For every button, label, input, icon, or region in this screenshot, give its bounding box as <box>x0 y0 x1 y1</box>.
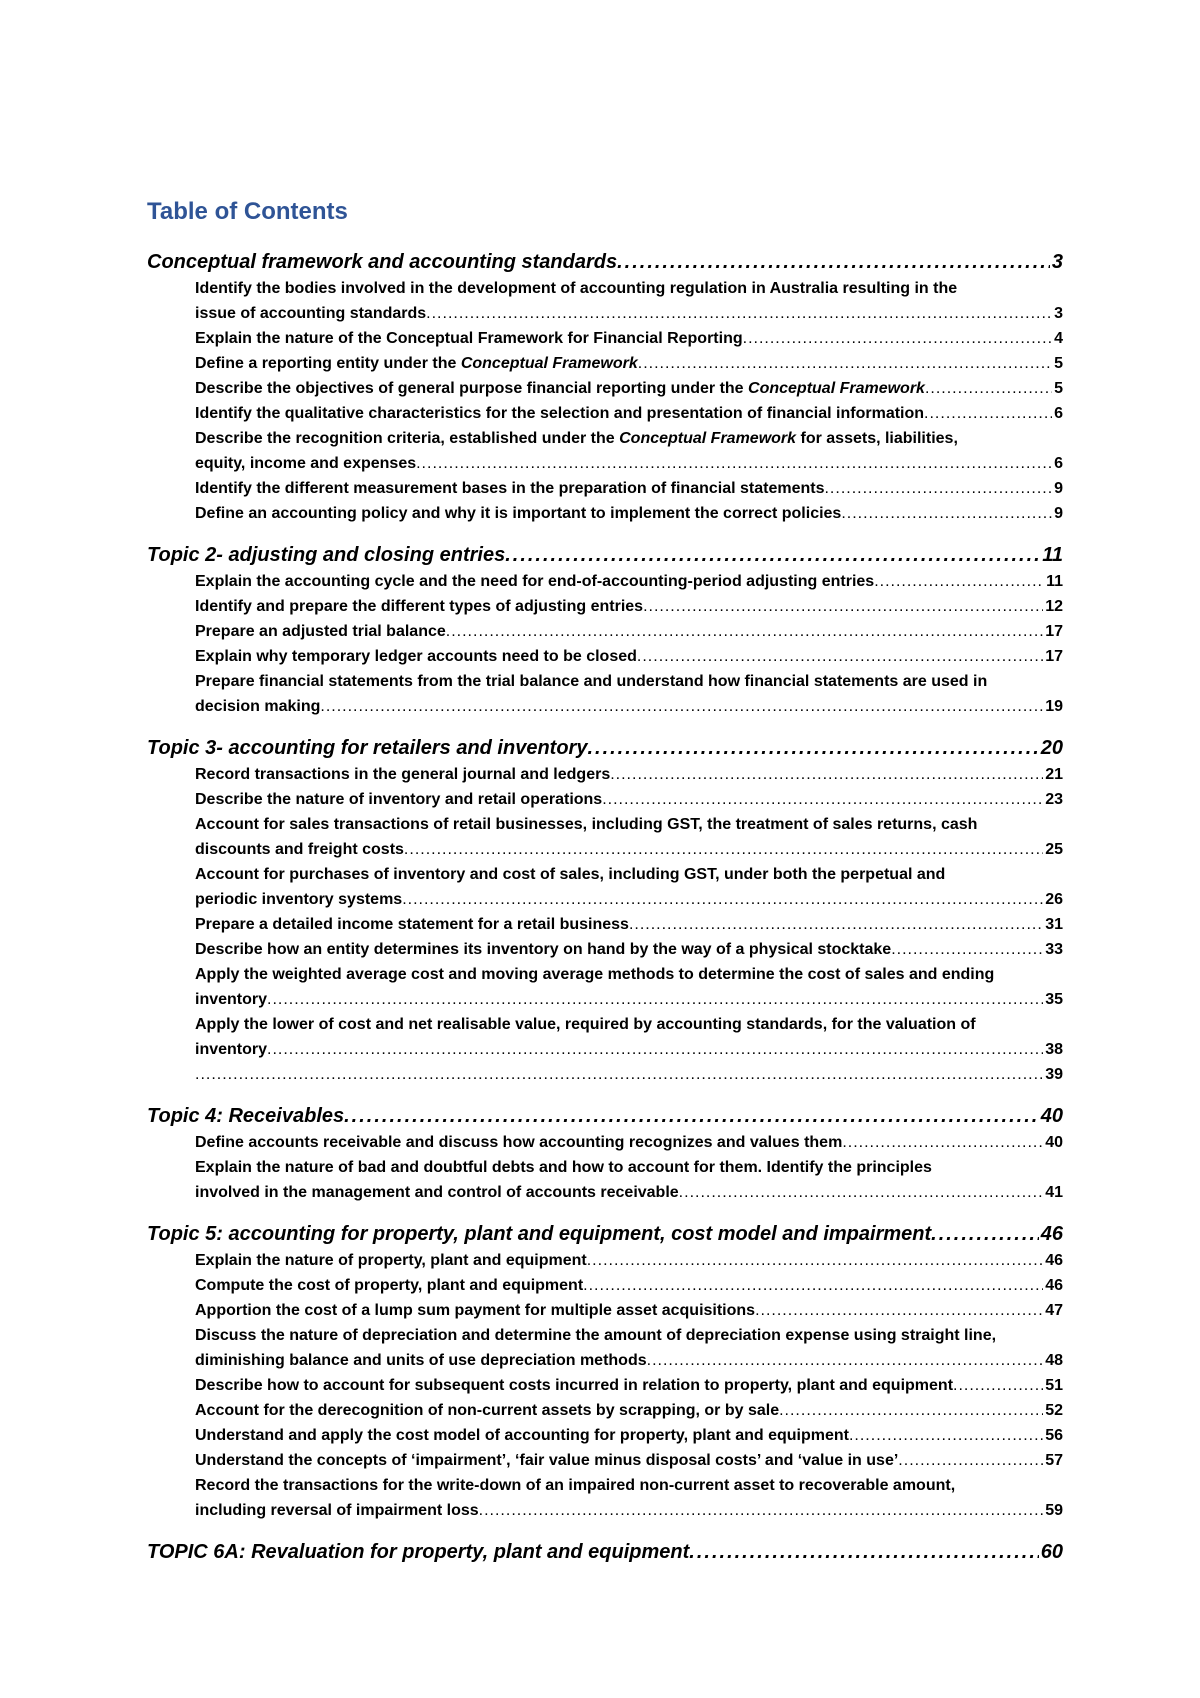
entry-text: periodic inventory systems <box>195 891 403 908</box>
toc-entry[interactable] <box>147 276 1063 326</box>
entry-text-wrap <box>195 351 638 376</box>
entry-text: for assets, liabilities, <box>796 430 958 447</box>
entry-page-number: 48 <box>1045 1352 1063 1369</box>
dot-leader <box>638 351 1052 376</box>
toc-section-heading[interactable] <box>147 1538 1063 1566</box>
entry-leader-line <box>195 1423 1063 1448</box>
entry-page-number: 17 <box>1045 623 1063 640</box>
entry-page-number: 33 <box>1045 941 1063 958</box>
entry-text-line: Discuss the nature of depreciation and determine the amount of depreciation expense using straight line, <box>195 1327 997 1344</box>
entry-page-number: 9 <box>1054 480 1063 497</box>
toc-entry[interactable] <box>147 1448 1063 1473</box>
entry-leader-line <box>195 1062 1063 1087</box>
entry-text-line <box>195 426 1063 451</box>
dot-leader <box>195 1062 1043 1087</box>
section-page-number: 11 <box>1042 544 1063 566</box>
dot-leader <box>629 912 1043 937</box>
toc-entry[interactable] <box>147 594 1063 619</box>
dot-leader <box>416 451 1052 476</box>
entry-page-number: 40 <box>1045 1134 1063 1151</box>
entry-italic-text: Conceptual Framework <box>460 355 638 372</box>
entry-page-number: 38 <box>1045 1041 1063 1058</box>
dot-leader <box>743 326 1052 351</box>
toc-section <box>147 734 1063 1087</box>
entry-text: including reversal of impairment loss <box>195 1502 479 1519</box>
entry-text: Understand and apply the cost model of accounting for property, plant and equipment <box>195 1427 849 1444</box>
entry-leader-line <box>195 1398 1063 1423</box>
toc-entry[interactable] <box>147 1323 1063 1373</box>
entry-text: Compute the cost of property, plant and equipment <box>195 1277 584 1294</box>
dot-leader <box>849 1423 1043 1448</box>
entry-page-number: 4 <box>1054 330 1063 347</box>
entry-text: Define a reporting entity under the <box>195 355 461 372</box>
entry-page-number: 31 <box>1045 916 1063 933</box>
table-of-contents <box>147 196 1063 1566</box>
dot-leader <box>679 1180 1044 1205</box>
section-title: Topic 4: Receivables <box>147 1105 345 1127</box>
dot-leader <box>344 1102 1039 1130</box>
toc-entry[interactable] <box>147 1373 1063 1398</box>
entry-leader-line <box>195 694 1063 719</box>
dot-leader <box>446 619 1043 644</box>
entry-text: issue of accounting standards <box>195 305 427 322</box>
section-title: Topic 2- adjusting and closing entries <box>147 544 506 566</box>
toc-entry[interactable] <box>147 401 1063 426</box>
dot-leader <box>479 1498 1044 1523</box>
toc-entry[interactable] <box>147 351 1063 376</box>
dot-leader <box>505 541 1040 569</box>
entry-text: Apportion the cost of a lump sum payment for multiple asset acquisitions <box>195 1302 756 1319</box>
dot-leader <box>637 644 1043 669</box>
toc-entry[interactable] <box>147 569 1063 594</box>
entry-leader-line <box>195 1448 1063 1473</box>
toc-entry[interactable] <box>147 787 1063 812</box>
entry-page-number: 11 <box>1046 573 1063 590</box>
entry-text: diminishing balance and units of use depreciation methods <box>195 1352 647 1369</box>
dot-leader <box>404 837 1043 862</box>
entry-page-number: 46 <box>1045 1277 1063 1294</box>
toc-entry[interactable] <box>147 476 1063 501</box>
entry-text: Describe how to account for subsequent costs incurred in relation to property, plant and equipment <box>195 1377 954 1394</box>
toc-heading: Table of Contents <box>147 198 348 225</box>
entry-leader-line <box>195 451 1063 476</box>
entry-page-number: 41 <box>1045 1184 1063 1201</box>
section-title: Conceptual framework and accounting standards <box>147 251 618 273</box>
entry-text: Explain why temporary ledger accounts need to be closed <box>195 648 637 665</box>
entry-text: Identify the qualitative characteristics for the selection and presentation of financial information <box>195 405 925 422</box>
entry-page-number: 26 <box>1045 891 1063 908</box>
entry-text-line: Prepare financial statements from the trial balance and understand how financial statements are used in <box>195 673 988 690</box>
entry-leader-line <box>195 1373 1063 1398</box>
dot-leader <box>587 734 1038 762</box>
entry-page-number: 59 <box>1045 1502 1063 1519</box>
toc-section <box>147 1102 1063 1205</box>
entry-leader-line <box>195 644 1063 669</box>
entry-page-number: 12 <box>1045 598 1063 615</box>
dot-leader <box>602 787 1043 812</box>
toc-section-heading[interactable] <box>147 541 1063 569</box>
toc-entry[interactable] <box>147 1062 1063 1087</box>
section-page-number: 46 <box>1040 1223 1063 1245</box>
toc-entry[interactable] <box>147 1273 1063 1298</box>
section-page-number: 40 <box>1040 1105 1063 1127</box>
dot-leader <box>931 1220 1039 1248</box>
entry-page-number: 57 <box>1045 1452 1063 1469</box>
section-page-number: 3 <box>1051 251 1063 273</box>
toc-body <box>147 248 1063 1566</box>
dot-leader <box>953 1373 1043 1398</box>
toc-section <box>147 541 1063 719</box>
toc-entry[interactable] <box>147 1130 1063 1155</box>
toc-section-heading[interactable] <box>147 734 1063 762</box>
entry-text: discounts and freight costs <box>195 841 404 858</box>
entry-page-number: 9 <box>1054 505 1063 522</box>
toc-entry[interactable] <box>147 501 1063 526</box>
toc-entry[interactable] <box>147 762 1063 787</box>
entry-text: Understand the concepts of ‘impairment’, ‘fair value minus disposal costs’ and ‘value in use’ <box>195 1452 899 1469</box>
toc-entry[interactable] <box>147 1398 1063 1423</box>
toc-entry[interactable] <box>147 1298 1063 1323</box>
entry-leader-line <box>195 762 1063 787</box>
toc-entry[interactable] <box>147 619 1063 644</box>
dot-leader <box>689 1538 1038 1566</box>
dot-leader <box>267 987 1043 1012</box>
entry-text-wrap <box>195 376 925 401</box>
section-title: TOPIC 6A: Revaluation for property, plant and equipment <box>147 1541 690 1563</box>
entry-page-number: 47 <box>1045 1302 1063 1319</box>
toc-section-heading[interactable] <box>147 248 1063 276</box>
entry-page-number: 39 <box>1045 1066 1063 1083</box>
entry-text-line: Account for purchases of inventory and cost of sales, including GST, under both the perpetual and <box>195 866 946 883</box>
dot-leader <box>779 1398 1043 1423</box>
entry-leader-line <box>195 501 1063 526</box>
toc-section <box>147 1220 1063 1523</box>
entry-leader-line <box>195 912 1063 937</box>
entry-leader-line <box>195 376 1063 401</box>
entry-text: Explain the accounting cycle and the need for end-of-accounting-period adjusting entries <box>195 573 875 590</box>
toc-entry[interactable] <box>147 1248 1063 1273</box>
entry-italic-text: Conceptual Framework <box>748 380 925 397</box>
dot-leader <box>320 694 1043 719</box>
entry-text-line: Record the transactions for the write-down of an impaired non-current asset to recoverable amount, <box>195 1477 956 1494</box>
entry-leader-line <box>195 1298 1063 1323</box>
entry-page-number: 19 <box>1045 698 1063 715</box>
entry-text-line: Explain the nature of bad and doubtful debts and how to account for them. Identify the principles <box>195 1159 932 1176</box>
toc-entry[interactable] <box>147 812 1063 862</box>
entry-text: Explain the nature of property, plant and equipment <box>195 1252 587 1269</box>
entry-page-number: 46 <box>1045 1252 1063 1269</box>
entry-leader-line <box>195 937 1063 962</box>
toc-section-heading[interactable] <box>147 1102 1063 1130</box>
dot-leader <box>610 762 1043 787</box>
entry-text: Identify the different measurement bases in the preparation of financial statements <box>195 480 825 497</box>
entry-text: inventory <box>195 1041 268 1058</box>
entry-text-line: Identify the bodies involved in the development of accounting regulation in Australia resulting in the <box>195 280 958 297</box>
entry-text-line: Account for sales transactions of retail businesses, including GST, the treatment of sales returns, cash <box>195 816 978 833</box>
dot-leader <box>925 376 1052 401</box>
entry-leader-line <box>195 1037 1063 1062</box>
toc-entry[interactable] <box>147 962 1063 1012</box>
toc-section <box>147 248 1063 526</box>
entry-page-number: 6 <box>1054 405 1063 422</box>
toc-entry[interactable] <box>147 669 1063 719</box>
entry-text-line: Apply the lower of cost and net realisable value, required by accounting standards, for the valuation of <box>195 1016 976 1033</box>
entry-text: Explain the nature of the Conceptual Framework for Financial Reporting <box>195 330 743 347</box>
entry-leader-line <box>195 1180 1063 1205</box>
dot-leader <box>898 1448 1043 1473</box>
toc-entry[interactable] <box>147 326 1063 351</box>
dot-leader <box>824 476 1052 501</box>
toc-entry[interactable] <box>147 1423 1063 1448</box>
dot-leader <box>402 887 1043 912</box>
entry-text: Account for the derecognition of non-current assets by scrapping, or by sale <box>195 1402 780 1419</box>
entry-page-number: 5 <box>1054 380 1063 397</box>
entry-page-number: 5 <box>1054 355 1063 372</box>
entry-text: Prepare a detailed income statement for a retail business <box>195 916 629 933</box>
dot-leader <box>617 248 1050 276</box>
entry-text: Describe the recognition criteria, established under the <box>195 430 620 447</box>
dot-leader <box>924 401 1052 426</box>
entry-leader-line <box>195 1273 1063 1298</box>
section-page-number: 60 <box>1040 1541 1063 1563</box>
section-title: Topic 3- accounting for retailers and inventory <box>147 737 588 759</box>
toc-entry[interactable] <box>147 937 1063 962</box>
entry-leader-line <box>195 1248 1063 1273</box>
section-page-number: 20 <box>1040 737 1063 759</box>
section-title: Topic 5: accounting for property, plant and equipment, cost model and impairment <box>147 1223 932 1245</box>
entry-text: Prepare an adjusted trial balance <box>195 623 446 640</box>
entry-page-number: 52 <box>1045 1402 1063 1419</box>
entry-leader-line <box>195 351 1063 376</box>
entry-page-number: 25 <box>1045 841 1063 858</box>
entry-text: Describe how an entity determines its inventory on hand by the way of a physical stocktake <box>195 941 892 958</box>
entry-leader-line <box>195 887 1063 912</box>
entry-text: Define an accounting policy and why it is important to implement the correct policies <box>195 505 842 522</box>
entry-page-number: 35 <box>1045 991 1063 1008</box>
dot-leader <box>583 1273 1043 1298</box>
toc-entry[interactable] <box>147 1473 1063 1523</box>
entry-page-number: 23 <box>1045 791 1063 808</box>
entry-page-number: 3 <box>1054 305 1063 322</box>
entry-page-number: 51 <box>1045 1377 1063 1394</box>
entry-text: Describe the objectives of general purpose financial reporting under the <box>195 380 749 397</box>
entry-leader-line <box>195 301 1063 326</box>
entry-leader-line <box>195 837 1063 862</box>
entry-leader-line <box>195 1130 1063 1155</box>
entry-leader-line <box>195 787 1063 812</box>
dot-leader <box>267 1037 1043 1062</box>
entry-italic-text: Conceptual Framework <box>619 430 797 447</box>
entry-leader-line <box>195 619 1063 644</box>
entry-text: Identify and prepare the different types of adjusting entries <box>195 598 644 615</box>
dot-leader <box>755 1298 1043 1323</box>
entry-text: Define accounts receivable and discuss how accounting recognizes and values them <box>195 1134 843 1151</box>
entry-leader-line <box>195 987 1063 1012</box>
entry-text: equity, income and expenses <box>195 455 417 472</box>
dot-leader <box>587 1248 1043 1273</box>
entry-page-number: 56 <box>1045 1427 1063 1444</box>
toc-entry[interactable] <box>147 1012 1063 1062</box>
entry-text: Describe the nature of inventory and retail operations <box>195 791 603 808</box>
entry-text-line: Apply the weighted average cost and moving average methods to determine the cost of sales and ending <box>195 966 995 983</box>
entry-text: involved in the management and control of accounts receivable <box>195 1184 679 1201</box>
entry-text: decision making <box>195 698 321 715</box>
entry-leader-line <box>195 326 1063 351</box>
entry-text: Record transactions in the general journal and ledgers <box>195 766 611 783</box>
dot-leader <box>643 594 1043 619</box>
toc-entry[interactable] <box>147 862 1063 912</box>
toc-entry[interactable] <box>147 1155 1063 1205</box>
dot-leader <box>874 569 1044 594</box>
entry-page-number: 17 <box>1045 648 1063 665</box>
toc-entry[interactable] <box>147 376 1063 401</box>
entry-leader-line <box>195 569 1063 594</box>
dot-leader <box>891 937 1043 962</box>
entry-page-number: 21 <box>1045 766 1063 783</box>
entry-page-number: 6 <box>1054 455 1063 472</box>
dot-leader <box>842 1130 1043 1155</box>
entry-leader-line <box>195 1348 1063 1373</box>
toc-entry[interactable] <box>147 644 1063 669</box>
toc-section-heading[interactable] <box>147 1220 1063 1248</box>
dot-leader <box>426 301 1052 326</box>
dot-leader <box>647 1348 1044 1373</box>
toc-entry[interactable] <box>147 426 1063 476</box>
dot-leader <box>841 501 1052 526</box>
entry-leader-line <box>195 594 1063 619</box>
entry-leader-line <box>195 476 1063 501</box>
toc-section <box>147 1538 1063 1566</box>
entry-leader-line <box>195 401 1063 426</box>
entry-text: inventory <box>195 991 268 1008</box>
entry-leader-line <box>195 1498 1063 1523</box>
toc-entry[interactable] <box>147 912 1063 937</box>
